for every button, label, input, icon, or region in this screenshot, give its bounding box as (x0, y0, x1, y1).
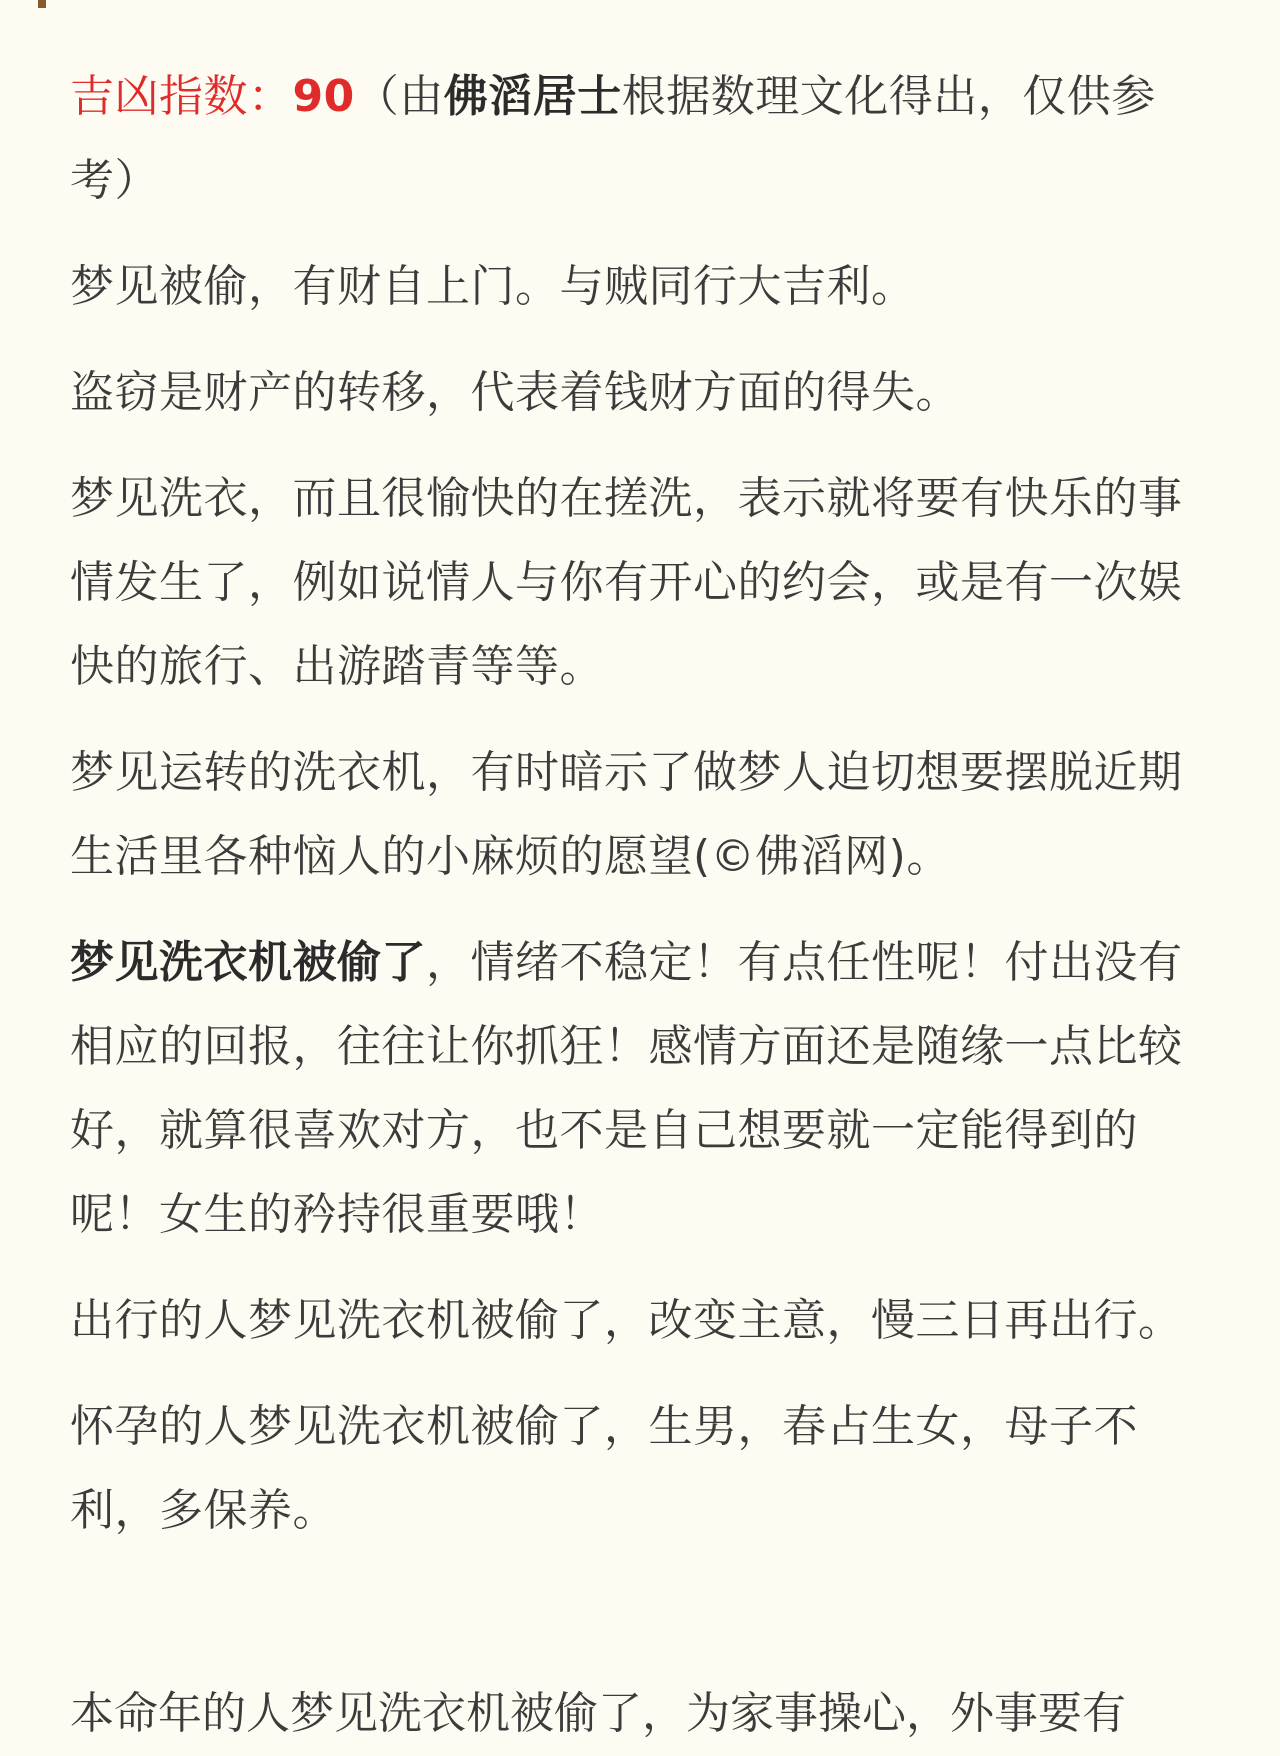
paragraph-2: 盗窃是财产的转移，代表着钱财方面的得失。 (70, 367, 960, 418)
paragraph-pregnant: 怀孕的人梦见洗衣机被偷了，生男，春占生女，母子不利，多保养。 (70, 1401, 1138, 1536)
accent-bar (38, 0, 46, 8)
highlight-rest: ，情绪不稳定！有点任性呢！付出没有相应的回报，往往让你抓狂！感情方面还是随缘一点比较好，就算很喜欢对方，也不是自己想要就一定能得到的呢！女生的矜持很重要哦！ (70, 937, 1183, 1240)
article-body (70, 55, 1220, 1575)
paragraph-travel: 出行的人梦见洗衣机被偷了，改变主意，慢三日再出行。 (70, 1295, 1183, 1346)
rating-paragraph (70, 55, 1220, 223)
highlight-paragraph (70, 921, 1220, 1257)
rating-note-prefix: （由 (354, 71, 444, 122)
paragraph-3: 梦见洗衣，而且很愉快的在搓洗，表示就将要有快乐的事情发生了，例如说情人与你有开心的约会，或是有一次娱快的旅行、出游踏青等等。 (70, 473, 1183, 692)
paragraph-1: 梦见被偷，有财自上门。与贼同行大吉利。 (70, 261, 916, 312)
rating-value: 90 (292, 71, 355, 122)
rating-label: 吉凶指数： (70, 71, 293, 122)
partial-paragraph: 本命年的人梦见洗衣机被偷了，为家事操心，外事要有 (70, 1688, 1126, 1739)
highlight-lead: 梦见洗衣机被偷了 (70, 937, 426, 988)
paragraph-4: 梦见运转的洗衣机，有时暗示了做梦人迫切想要摆脱近期生活里各种恼人的小麻烦的愿望(©佛滔网)。 (70, 747, 1183, 882)
rating-note-source: 佛滔居士 (443, 71, 622, 122)
rating-note-suffix: 根据数理文化得出，仅供参考） (70, 71, 1156, 206)
